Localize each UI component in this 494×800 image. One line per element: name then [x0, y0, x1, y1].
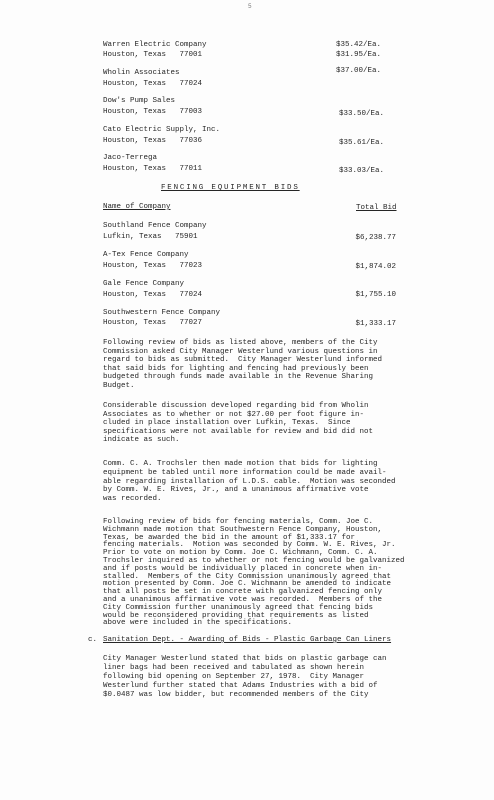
bid-amount: $33.50/Ea. [339, 110, 385, 118]
paragraph-discussion: Considerable discussion developed regarding bid from Wholin Associates as to whether or not $27.00 per foot figure in- cluded in place installation over Lufkin, Texas. Since specifications were not available for review and bid did not indicate as such. [103, 402, 374, 445]
paragraph-garbage-liners: City Manager Westerlund stated that bids on plastic garbage can liner bags had been received and tabulated as shown herein following bid opening on September 27, 1978. City Manager Westerlund further stated that Adams Industries with a bid of $0.0487 was low bidder, but recommended members of the City [103, 655, 387, 699]
page-number: 5 [248, 3, 252, 10]
paragraph-review: Following review of bids as listed above, members of the City Commission asked City Manager Westerlund various questions in regard to bids as submitted. City Manager Westerlund informed that said bids for lighting and fencing had previously been budgeted through funds made available in the Revenue Sharing Budget. [103, 339, 383, 390]
company-name: Cato Electric Supply, Inc. [103, 126, 221, 134]
total-bid: $1,755.10 [355, 291, 396, 299]
section-heading: FENCING EQUIPMENT BIDS [161, 184, 300, 192]
total-bid: $6,238.77 [355, 234, 396, 242]
item-heading: Sanitation Dept. - Awarding of Bids - Plastic Garbage Can Liners [103, 636, 392, 644]
bid-amount: $33.03/Ea. [339, 167, 385, 175]
company-name: Warren Electric Company [103, 41, 207, 49]
company-address: Houston, Texas 77023 [103, 262, 203, 270]
column-header-company: Name of Company [103, 203, 171, 211]
total-bid: $1,333.17 [355, 320, 396, 328]
company-name: Gale Fence Company [103, 280, 185, 288]
paragraph-lighting-motion: Comm. C. A. Trochsler then made motion that bids for lighting equipment be tabled until more information could be made avail- able regarding installation of L.D.S. cable. Motion was seconded by Comm. W. E. Rives, Jr., and a unanimous affirmative vote was recorded. [103, 460, 396, 504]
column-header-total: Total Bid [356, 204, 397, 212]
company-address: Houston, Texas 77036 [103, 137, 203, 145]
company-address: Houston, Texas 77011 [103, 165, 203, 173]
bid-amount: $35.42/Ea. [336, 41, 382, 49]
paragraph-fencing-motion: Following review of bids for fencing materials, Comm. Joe C. Wichmann made motion that Southwestern Fence Company, Houston, Texas, be awarded the bid in the amount of $1,333.17 for fencing materials. Motion was seconded by Comm. W. E. Rives, Jr. Prior to vote on motion by Comm. Joe C. Wichmann, Comm. C. A. Trochsler inquired as to whether or not fencing would be galvanized and if posts would be individually placed in concrete when in- stalled. Members of the City Commission unanimously agreed that motion presented by Comm. Joe C. Wichmann be amended to indicate that all posts be set in concrete with galvanized fencing only and a unanimous affirmative vote was recorded. Members of the City Commission further unanimously agreed that fencing bids would be reconsidered providing that requirements as listed above were included in the specifications. [103, 518, 405, 628]
company-name: Wholin Associates [103, 69, 180, 77]
bid-amount: $35.61/Ea. [339, 139, 385, 147]
total-bid: $1,874.02 [355, 263, 396, 271]
company-name: Dow's Pump Sales [103, 97, 176, 105]
bid-amount: $37.00/Ea. [336, 67, 382, 75]
company-name: Southland Fence Company [103, 222, 207, 230]
company-address: Houston, Texas 77027 [103, 319, 203, 327]
company-name: Southwestern Fence Company [103, 309, 221, 317]
company-name: Jaco-Terrega [103, 154, 158, 162]
bid-amount: $31.95/Ea. [336, 51, 382, 59]
company-address: Houston, Texas 77024 [103, 291, 203, 299]
company-address: Lufkin, Texas 75901 [103, 233, 198, 241]
company-name: A-Tex Fence Company [103, 251, 189, 259]
item-label: c. [88, 636, 98, 644]
company-address: Houston, Texas 77001 [103, 51, 203, 59]
company-address: Houston, Texas 77024 [103, 80, 203, 88]
company-address: Houston, Texas 77003 [103, 108, 203, 116]
